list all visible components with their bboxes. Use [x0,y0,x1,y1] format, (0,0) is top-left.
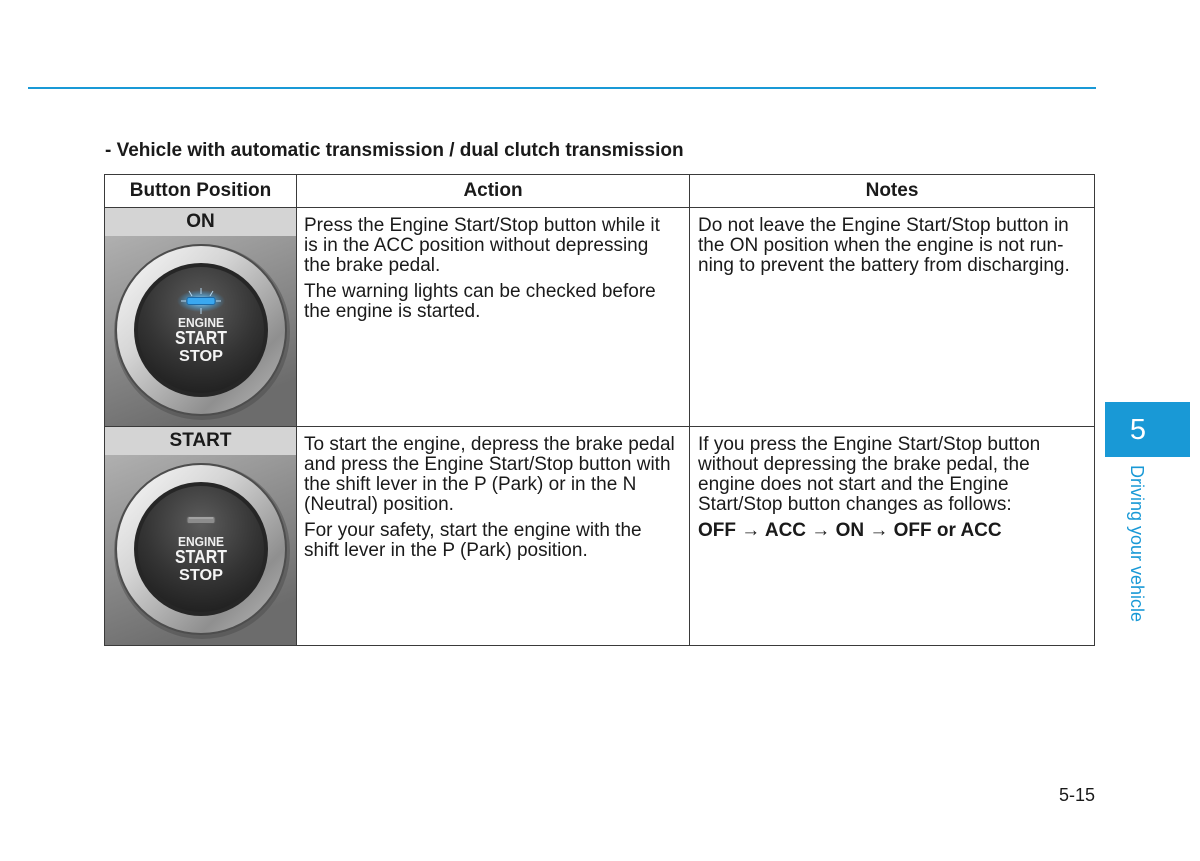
text-line: If you press the Engine Start/Stop button [698,434,1041,455]
text-line: the brake pedal. [304,255,441,276]
text-line: ning to prevent the battery from discharging. [698,255,1070,276]
text-line: (Neutral) position. [304,494,454,515]
action-paragraph [304,216,660,276]
column-divider [689,174,690,646]
button-label-stop: STOP [179,348,224,365]
notes-paragraph [698,216,1070,276]
text-line: the ON position when the engine is not run- [698,235,1064,256]
text-line: the shift lever in the P (Park) or in the N [304,474,637,495]
action-cell [304,435,675,561]
button-label-engine: ENGINE [178,534,225,549]
text-line: shift lever in the P (Park) position. [304,540,588,561]
text-line: the engine is started. [304,301,481,322]
header-rule [28,87,1096,89]
text-line: To start the engine, depress the brake pedal [304,434,675,455]
chapter-title: Driving your vehicle [1127,465,1147,623]
notes-cell [698,435,1040,541]
text-line: and press the Engine Start/Stop button with [304,454,671,475]
button-label-start: START [175,547,227,567]
button-position-label: ON [105,208,296,236]
state-sequence: OFF → ACC → ON → OFF or ACC [698,520,1002,541]
section-heading: - Vehicle with automatic transmission / dual clutch transmission [105,140,684,161]
page-number: 5-15 [1058,785,1095,805]
button-position-label: START [105,427,296,455]
notes-paragraph [698,435,1040,515]
action-paragraph [304,282,660,322]
text-line: without depressing the brake pedal, the [698,454,1030,475]
action-paragraph [304,435,675,515]
column-divider [296,174,297,646]
chapter-number: 5 [1129,414,1147,446]
button-label-engine: ENGINE [178,315,225,330]
text-line: Start/Stop button changes as follows: [698,494,1012,515]
column-header-action: Action [463,180,523,201]
column-header-notes: Notes [865,180,919,201]
text-line: Press the Engine Start/Stop button while it [304,215,660,236]
engine-start-stop-button-icon [105,236,296,426]
text-line: The warning lights can be checked before [304,281,656,302]
text-line: Do not leave the Engine Start/Stop button in [698,215,1069,236]
action-paragraph [304,521,675,561]
action-cell [304,216,660,322]
button-label-stop: STOP [179,567,224,584]
engine-start-stop-button-icon [105,455,296,645]
notes-cell [698,216,1070,276]
column-header-button-position: Button Position [129,180,272,201]
text-line: is in the ACC position without depressing [304,235,649,256]
button-label-start: START [175,328,227,348]
text-line: For your safety, start the engine with the [304,520,642,541]
text-line: engine does not start and the Engine [698,474,1009,495]
indicator-light-icon [187,298,215,305]
